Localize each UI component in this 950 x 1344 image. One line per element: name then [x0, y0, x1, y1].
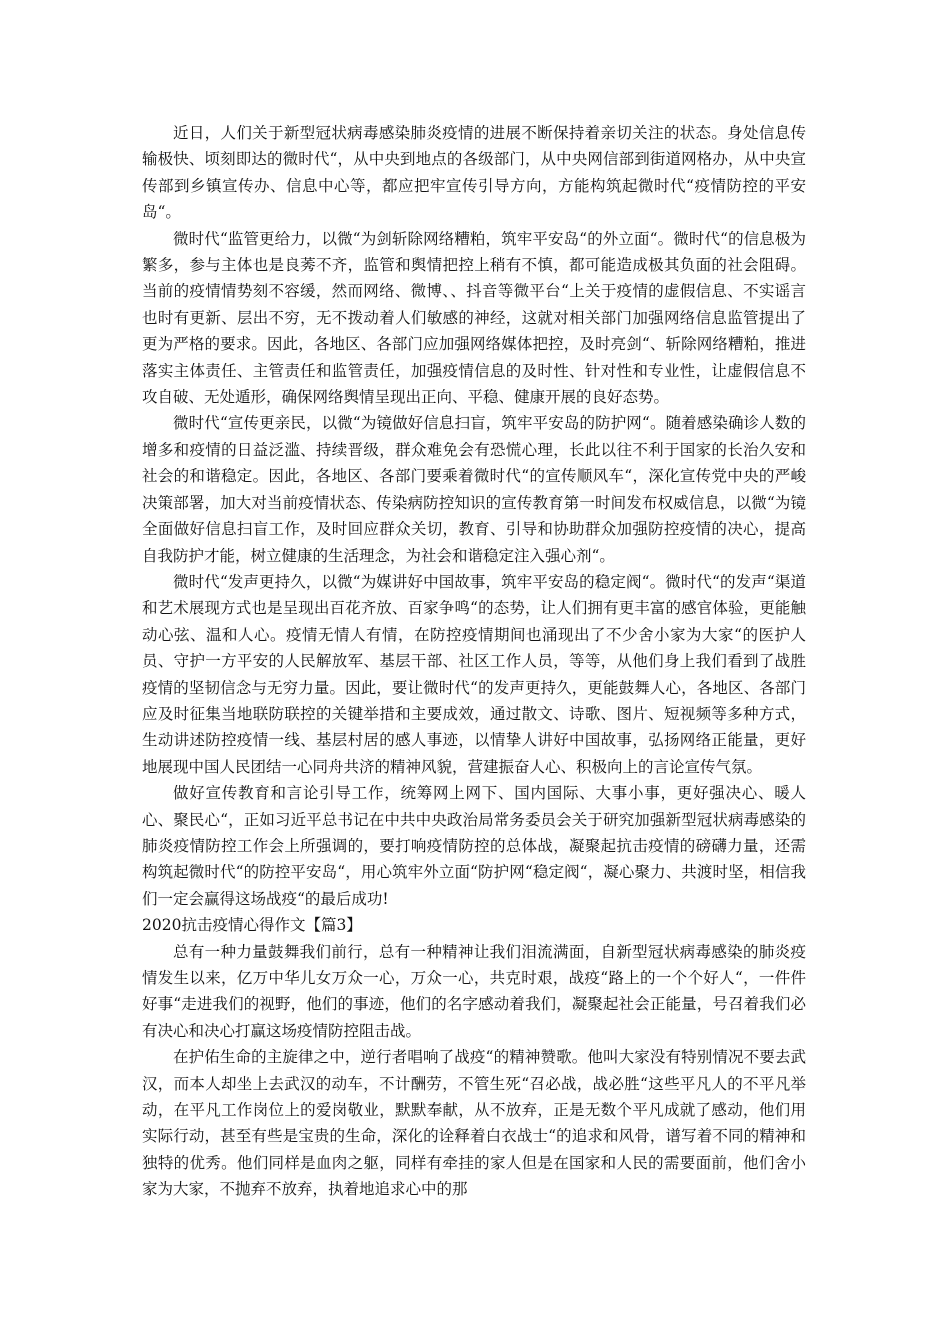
section-heading: 2020抗击疫情心得作文【篇3】 — [142, 916, 362, 935]
document-page — [142, 120, 806, 1203]
body-paragraph: 微时代“发声更持久，以微“为媒讲好中国故事，筑牢平安岛的稳定阀“。微时代“的发声“渠道和艺术展现方式也是呈现出百花齐放、百家争鸣“的态势，让人们拥有更丰富的感官体验，更能触动心弦、温和人心。疫情无情人有情，在防控疫情期间也涌现出了不少舍小家为大家“的医护人员、守护一方平安的人民解放军、基层干部、社区工作人员，等等，从他们身上我们看到了战胜疫情的坚韧信念与无穷力量。因此，要让微时代“的发声更持久，更能鼓舞人心，各地区、各部门应及时征集当地联防联控的关键举措和主要成效，通过散文、诗歌、图片、短视频等多种方式，生动讲述防控疫情一线、基层村居的感人事迹，以情挚人讲好中国故事，弘扬网络正能量，更好地展现中国人民团结一心同舟共济的精神风貌，营建振奋人心、积极向上的言论宣传气氛。 — [142, 572, 806, 776]
body-paragraph: 近日，人们关于新型冠状病毒感染肺炎疫情的进展不断保持着亲切关注的状态。身处信息传输极快、顷刻即达的微时代“，从中央到地点的各级部门，从中央网信部到街道网格办，从中央宣传部到乡镇宣传办、信息中心等，都应把牢宣传引导方向，方能构筑起微时代“疫情防控的平安岛“。 — [142, 124, 806, 222]
body-paragraph: 总有一种力量鼓舞我们前行，总有一种精神让我们泪流满面，自新型冠状病毒感染的肺炎疫情发生以来，亿万中华儿女万众一心，万众一心，共克时艰，战疫“路上的一个个好人“，一件件好事“走进我们的视野，他们的事迹，他们的名字感动着我们，凝聚起社会正能量，号召着我们必有决心和决心打赢这场疫情防控阻击战。 — [142, 942, 806, 1040]
body-paragraph: 在护佑生命的主旋律之中，逆行者唱响了战疫“的精神赞歌。他叫大家没有特别情况不要去武汉，而本人却坐上去武汉的动车，不计酬劳，不管生死“召必战，战必胜“这些平凡人的不平凡举动，在平凡工作岗位上的爱岗敬业，默默奉献，从不放弃，正是无数个平凡成就了感动，他们用实际行动，甚至有些是宝贵的生命，深化的诠释着白衣战士“的追求和风骨，谱写着不同的精神和独特的优秀。他们同样是血肉之躯，同样有牵挂的家人但是在国家和人民的需要面前，他们舍小家为大家，不抛弃不放弃，执着地追求心中的那 — [142, 1048, 806, 1199]
body-paragraph: 做好宣传教育和言论引导工作，统筹网上网下、国内国际、大事小事，更好强决心、暖人心、聚民心“，正如习近平总书记在中共中央政治局常务委员会关于研究加强新型冠状病毒感染的肺炎疫情防控工作会上所强调的，要打响疫情防控的总体战，凝聚起抗击疫情的磅礴力量，还需构筑起微时代“的防控平安岛“，用心筑牢外立面“防护网“稳定阀“，凝心聚力、共渡时坚，相信我们一定会赢得这场战疫“的最后成功! — [142, 784, 806, 908]
body-paragraph: 微时代“宣传更亲民，以微“为镜做好信息扫盲，筑牢平安岛的防护网“。随着感染确诊人数的增多和疫情的日益泛滥、持续晋级，群众难免会有恐慌心理，长此以往不利于国家的长治久安和社会的和谐稳定。因此，各地区、各部门要乘着微时代“的宣传顺风车“，深化宣传党中央的严峻决策部署，加大对当前疫情状态、传染病防控知识的宣传教育第一时间发布权威信息，以微“为镜全面做好信息扫盲工作，及时回应群众关切，教育、引导和协助群众加强防控疫情的决心，提高自我防护才能，树立健康的生活理念，为社会和谐稳定注入强心剂“。 — [142, 414, 806, 565]
body-paragraph: 微时代“监管更给力，以微“为剑斩除网络糟粕，筑牢平安岛“的外立面“。微时代“的信息极为繁多，参与主体也是良莠不齐，监管和舆情把控上稍有不慎，都可能造成极其负面的社会阻碍。当前的疫情情势刻不容缓，然而网络、微博、、抖音等微平台“上关于疫情的虚假信息、不实谣言也时有更新、层出不穷，无不拨动着人们敏感的神经，这就对相关部门加强网络信息监管提出了更为严格的要求。因此，各地区、各部门应加强网络媒体把控，及时亮剑“、斩除网络糟粕，推进落实主体责任、主管责任和监管责任，加强疫情信息的及时性、针对性和专业性，让虚假信息不攻自破、无处遁形，确保网络舆情呈现出正向、平稳、健康开展的良好态势。 — [142, 229, 806, 407]
